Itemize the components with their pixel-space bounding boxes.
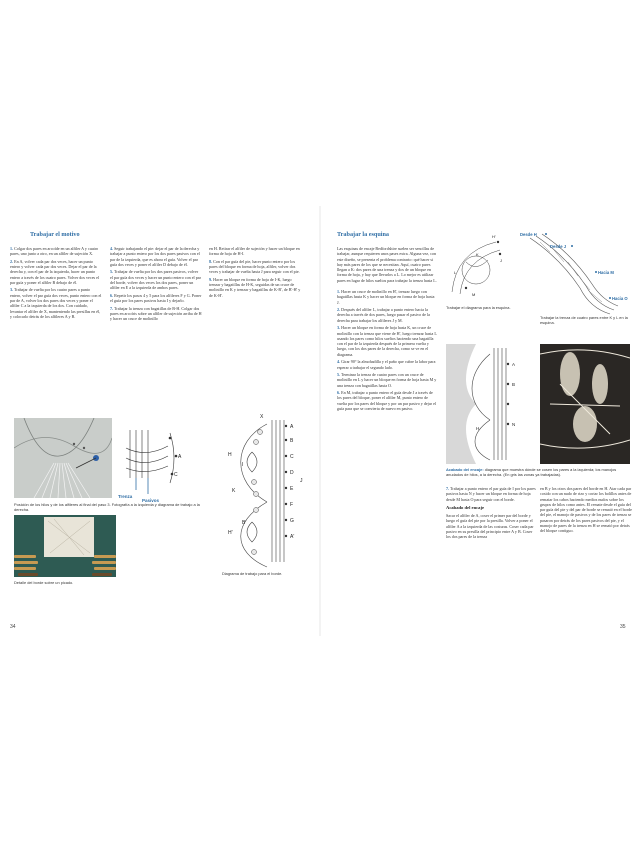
corner-letter-k: K (476, 252, 479, 257)
braid-diagram (520, 228, 632, 318)
corner-step-5: 5. Terminar la trenza de cuatro pares con un cruce de molinillo en L y hacer un bloque en forma de hoja hasta M y una trenza con bagatillas hasta O. (337, 371, 437, 388)
finishing-diagram (446, 344, 530, 464)
step-2: 2. En A, volver cada par dos veces, hacer un punto entero y volver cada par dos veces. Dejar el par de la derecha y, con el par de la izquierda, hacer un punto entero a través de los cuatro pares. Volver dos veces el par guía y poner el alfiler B debajo de él. (10, 258, 100, 285)
letter-j: J (300, 478, 303, 484)
step-6: 6. Repetir los pasos 4 y 5 para los alfileres F y G. Poner el guía por los pares pasivos hasta I y dejarlo. (110, 292, 202, 304)
letter-a: A (290, 424, 294, 430)
right-col-3 (446, 486, 536, 542)
corner-step-4: 4. Girar 90° la almohadilla y el paño que cubre la labor para esperar a trabajar el segundo lado. (337, 359, 436, 370)
step-7: 7. Trabajar la trenza con bagatillas de B-H. Colgar dos pares en arcoíris sobre un alfiler de sujeción arriba de H y hacer un cruce de molinillo (110, 305, 202, 322)
corner-letter-j: J (500, 258, 502, 263)
finish-letter-a: A (512, 362, 516, 367)
step-5: 5. Trabajar de vuelta por los dos pares pasivos, volver el par guía dos veces y hacer un punto entero con el par del borde, volver dos veces los dos pares, poner un alfiler en E a la izquierda de ambos pares. (110, 269, 201, 291)
page-number-right: 35 (620, 624, 626, 630)
letter-f: F (290, 502, 294, 508)
left-col-3 (209, 246, 301, 300)
letter-i: I (242, 462, 244, 468)
right-heading: Trabajar la esquina (337, 231, 390, 238)
callout-hacia-m: Hacia M (598, 270, 614, 275)
letter-k: K (232, 488, 236, 494)
letter-e: E (290, 486, 294, 492)
corner-step-7: 7. Trabajar a punto entero el par guía de I por los pares pasivos hasta N y hacer un bloque en forma de hoja desde M hasta O para seguir con el borde. (446, 486, 536, 502)
caption-finishing: Acabado del encaje: diagrama que muestra dónde se cosen los pares a la izquierda; los manojos anudados de hilos, a la derecha. (En gris las zonas ya trabajadas). (446, 467, 617, 477)
step-9: 9. Hacer un bloque en forma de hoja de I-K, luego trenzar y bagatillas de H-K, seguidas de un cruce de molinillo en K y trenzar y bagatillas de K-B', de B'-H' y de K-H'. (209, 276, 301, 298)
letter-c: C (290, 454, 294, 460)
caption-photo-2: Detalle del borde sobre un picado. (14, 580, 74, 585)
caption-corner: Trabajar el diagrama para la esquina. (446, 305, 511, 310)
lace-photo (540, 344, 630, 464)
corner-step-3: 3. Hacer un bloque en forma de hoja hasta K, un cruce de molinillo con la trenza que viene de H', luego trenzar hasta L usando los pares como hilos sueltos haciendo una bagatilla con el par de la izquierda después de la primera vuelta y luego, con los dos pares de la derecha, como se ve en el diagrama. (337, 325, 437, 357)
left-col-2 (110, 246, 202, 324)
left-heading: Trabajar el motivo (30, 231, 80, 238)
caption-photo-1: Posición de los hilos y de los alfileres al final del paso 3. Fotografía a la izquierda y diagrama de trabajo a la derecha. (14, 502, 200, 512)
letter-b: B (290, 438, 294, 444)
corner-step-2: 2. Después del alfiler L, trabajar a punto entero hacia la derecha a través de dos pares, luego pasar el pasivo de la derecha para trabajar los alfileres J y M. (337, 307, 430, 323)
step-1: 1. Colgar dos pares en arcoíde en un alfiler A y cuatro pares, uno junto a otro, en un alfiler de sujeción X. (10, 246, 99, 257)
corner-diagram (446, 232, 508, 304)
finish-letter-h: H (476, 426, 480, 431)
pinning-diagram (116, 428, 196, 508)
caption-trenza: Trabajar la trenza de cuatro pares entre K y L en la esquina. (540, 315, 628, 325)
letter-b-prime: B' (242, 520, 247, 526)
corner-letter-l: L (454, 270, 457, 275)
corner-letter-m: M (472, 292, 476, 297)
right-col-4 (540, 486, 632, 536)
callout-hacia-o: Hacia O (612, 296, 628, 301)
callout-desde-j: Desde J (550, 244, 567, 249)
finish-letter-n: N (512, 422, 516, 427)
corner-step-6: 6. En M, trabajar a punto entero el guía desde J a través de los pares del bloque, poner el alfiler M, punto entero de vuelta por los pares del bloque y por un par pasivo y dejar el guía para que se convierta de nuevo en pasivo. (337, 390, 437, 411)
caption-diagram: Diagrama de trabajo para el borde. (222, 571, 283, 576)
step-8: 8. Con el par guía del pie, hacer punto entero por los pares del bloque en forma de hoja, alfiler, volver dos veces y trabajar de vuelta hasta J para seguir con el pie. (209, 258, 300, 275)
svg-text:A: A (178, 454, 182, 460)
left-col-1 (10, 246, 102, 321)
label-pasivos: Pasivos (142, 498, 160, 503)
page-number-left: 34 (10, 624, 16, 630)
step-7-cont: en H. Retirar el alfiler de sujeción y hacer un bloque en forma de hoja de H-I. (209, 246, 300, 257)
corner-intro: Las esquinas de encaje Bedfordshire suelen ser sencillas de trabajar, aunque requieren unos pases extra. Alguna vez, con este diseño, se presenta el problema contrario: qué hacer si hay más pares de los que se necesitan. Aquí, cuatro pares llegan a K: dos pares de una trenza y dos de un bloque en forma de hoja, y hay que llevarlos a L. Lo mejor es utilizar pares en lugar de hilos sueltos para trabajar la trenza hasta L. (337, 246, 437, 283)
letter-g: G (290, 518, 294, 524)
right-col-1 (337, 246, 437, 413)
letter-a-prime: A' (290, 534, 295, 540)
acabado-text-1: Sacar el alfiler de A, coser el primer par del borde y luego el guía del pie por la presilla. Volver a poner el alfiler A a la izquierda de las costuras. Coser cada par pasivo en su presilla del principio entre A y B. Coser los dos pares de la trenza (446, 513, 534, 540)
bobbins-photo (14, 515, 116, 577)
step-4: 4. Seguir trabajando el pie: dejar el par de la derecha y trabajar a punto entero por los dos pares pasivos con el par de la izquierda, que es ahora el guía. Volver el par guía dos veces y poner el alfiler D debajo de él. (110, 246, 200, 267)
step-3: 3. Trabajar de vuelta por los cuatro pares a punto entero, volver el par guía dos veces, punto entero con el par de A, volver los dos pares dos veces y poner el alfiler C a la izquierda de los dos. Con cuidado, levantar el alfiler de X, manteniendo las presillas en él, y colocarlo detrás de los alfileres A y B. (10, 287, 102, 319)
label-trenza: Trenza (118, 494, 133, 499)
corner-letter-h-prime: H' (492, 234, 496, 239)
acabado-heading: Acabado del encaje (446, 504, 485, 510)
letter-h: H (228, 452, 232, 458)
pillow-photo (14, 418, 112, 498)
letter-d: D (290, 470, 294, 476)
letter-h-prime: H' (228, 530, 233, 536)
letter-x: X (260, 414, 264, 420)
acabado-text-2: en B y los otros dos pares del borde en H. Atar cada par cosido con un nudo de rizo y cortar los bolillos antes de rematar los cabos haciendo medios nudos sobre los grupos de hilos como antes. El remate desde el guía del par guía del pie y del par de borde se remató en el borde del pie, el manojo de pasivos y de los pares de trenza se pasaron por detrás de los pares pasivos del pie, y el manojo de pares de la trenza en H se remató por detrás del bloque contiguo. (540, 486, 632, 534)
callout-desde-h: Desde H (520, 232, 537, 237)
border-diagram (212, 412, 312, 572)
corner-step-1: 1. Hacer un cruce de molinillo en H', trenzar luego con bagatillas hasta K y hacer un bloque en forma de hoja hasta J. (337, 289, 435, 305)
svg-text:C: C (174, 472, 178, 478)
finish-letter-b: B (512, 382, 516, 387)
